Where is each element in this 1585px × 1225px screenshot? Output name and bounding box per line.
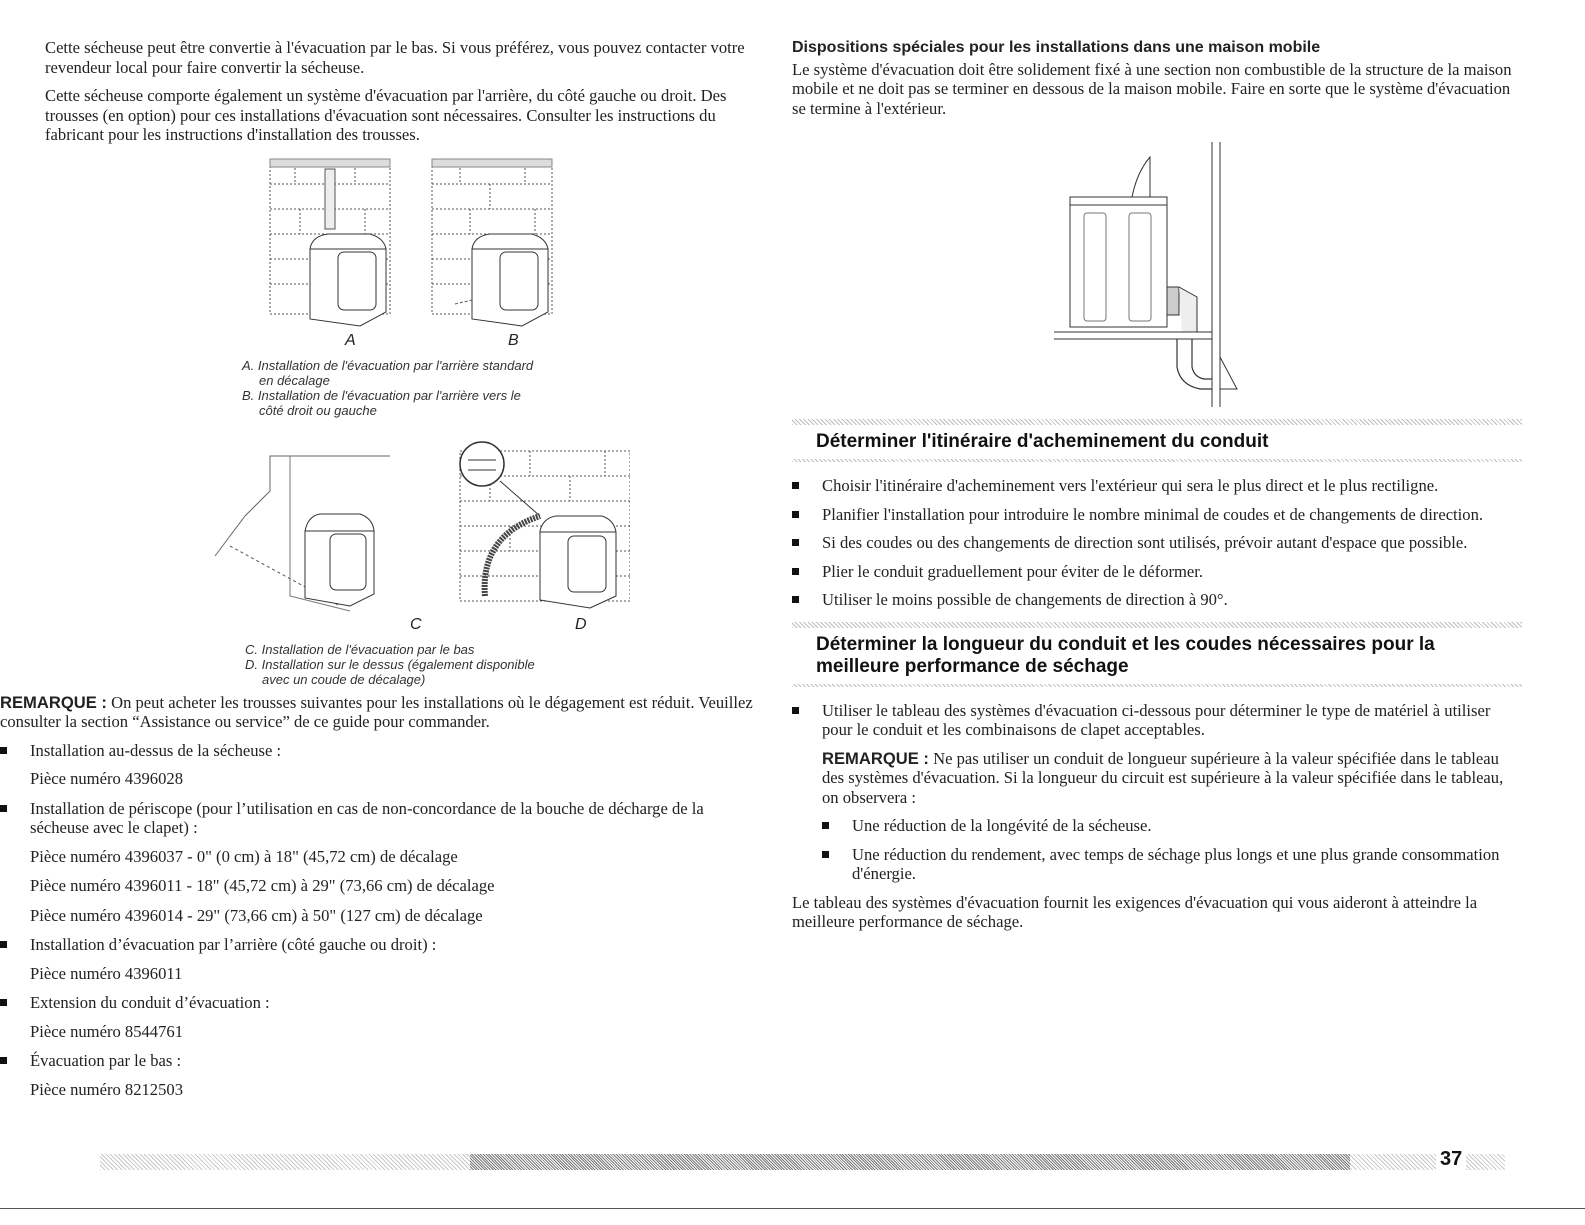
caption-a-line1: A. Installation de l'évacuation par l'arrière standard xyxy=(242,357,534,373)
route-bullet: Planifier l'installation pour introduire le nombre minimal de coudes et de changements de direction. xyxy=(792,505,1522,525)
closing-paragraph: Le tableau des systèmes d'évacuation fournit les exigences d'évacuation qui vous aideront à atteindre la meilleure performance de séchage. xyxy=(792,892,1478,931)
caption-b-line1: B. Installation de l'évacuation par l'arrière vers le xyxy=(242,387,521,403)
kit-part-number: Pièce numéro 4396014 - 29" (73,66 cm) à 50" (127 cm) de décalage xyxy=(30,905,483,925)
caption-d-line2: avec un coude de décalage) xyxy=(262,671,426,687)
left-column xyxy=(0,38,765,1109)
figure-rear-exhaust xyxy=(240,154,580,354)
right-column xyxy=(792,38,1522,941)
caption-b-line2: côté droit ou gauche xyxy=(259,402,377,418)
kit-item: Installation au-dessus de la sécheuse : xyxy=(0,741,765,761)
caption-c: C. Installation de l'évacuation par le bas xyxy=(245,641,475,657)
figure-caption-ab xyxy=(242,358,765,418)
dryer-illustration-ab xyxy=(240,154,580,344)
kit-part-number: Pièce numéro 4396011 xyxy=(30,963,183,983)
page-number: 37 xyxy=(1436,1148,1466,1171)
section-divider xyxy=(792,419,1522,425)
kit-item: Installation d’évacuation par l’arrière (côté gauche ou droit) : xyxy=(0,935,765,955)
footer-bar xyxy=(100,1154,1505,1170)
remarque-label: REMARQUE : xyxy=(0,692,107,712)
kit-item: Extension du conduit d’évacuation : xyxy=(0,993,765,1013)
length-remarque xyxy=(792,749,1522,808)
section-divider xyxy=(792,684,1522,687)
route-bullet: Utiliser le moins possible de changements de direction à 90°. xyxy=(792,590,1522,610)
route-bullet: Choisir l'itinéraire d'acheminement vers l'extérieur qui sera le plus direct et le plus rectiligne. xyxy=(792,476,1522,496)
kit-list xyxy=(0,741,765,1100)
kit-item: Évacuation par le bas : xyxy=(0,1051,765,1071)
mobile-home-title: Dispositions spéciales pour les installations dans une maison mobile xyxy=(792,39,1321,56)
page-bottom-rule xyxy=(0,1208,1585,1209)
section-title-route: Déterminer l'itinéraire d'acheminement du conduit xyxy=(816,431,1269,452)
intro-paragraph-1: Cette sécheuse peut être convertie à l'évacuation par le bas. Si vous préférez, vous pouvez contacter votre revendeur local pour faire convertir la sécheuse. xyxy=(45,38,745,77)
kit-part-number: Pièce numéro 4396028 xyxy=(30,769,183,788)
figure-label-b: B xyxy=(508,331,519,349)
kit-part-number: Pièce numéro 8544761 xyxy=(30,1021,183,1041)
consequence-bullet: Une réduction de la longévité de la sécheuse. xyxy=(822,816,1522,836)
route-bullet: Plier le conduit graduellement pour éviter de le déformer. xyxy=(792,562,1522,582)
intro-paragraph-2: Cette sécheuse comporte également un système d'évacuation par l'arrière, du côté gauche ou droit. Des trousses (en option) pour ces installations d'évacuation sont nécessaires. Consulter les instructions du fabricant pour les instructions d'installation des trousses. xyxy=(45,86,727,144)
remarque-paragraph xyxy=(0,693,765,732)
remarque-text: On peut acheter les trousses suivantes pour les installations où le dégagement est réduit. Veuillez consulter la section “Assistance ou service” de ce guide pour commander. xyxy=(0,692,753,731)
figure-bottom-top-exhaust xyxy=(210,436,630,636)
route-bullet: Si des coudes ou des changements de direction sont utilisés, prévoir autant d'espace que possible. xyxy=(792,533,1522,553)
consequence-bullet: Une réduction du rendement, avec temps de séchage plus longs et une plus grande consommation d'énergie. xyxy=(822,845,1522,884)
section-divider xyxy=(792,459,1522,462)
mobile-home-illustration xyxy=(792,127,1522,407)
kit-part-number: Pièce numéro 4396011 - 18" (45,72 cm) à 29" (73,66 cm) de décalage xyxy=(30,876,495,895)
caption-a-line2: en décalage xyxy=(259,372,330,388)
section-divider xyxy=(792,622,1522,628)
caption-d-line1: D. Installation sur le dessus (également disponible xyxy=(245,656,535,672)
mobile-home-text: Le système d'évacuation doit être solidement fixé à une section non combustible de la structure de la maison mobile et ne doit pas se terminer en dessous de la maison mobile. Faire en sorte que le système d'évacuation se termine à l'extérieur. xyxy=(792,59,1512,118)
length-remarque-label: REMARQUE : xyxy=(822,748,929,768)
kit-part-number: Pièce numéro 4396037 - 0" (0 cm) à 18" (45,72 cm) de décalage xyxy=(30,846,458,866)
figure-label-c: C xyxy=(410,615,422,633)
figure-caption-cd xyxy=(245,642,765,687)
kit-part-number: Pièce numéro 8212503 xyxy=(30,1079,183,1099)
dryer-illustration-cd xyxy=(210,436,630,626)
kit-item: Installation de périscope (pour l’utilisation en cas de non-concordance de la bouche de décharge de la sécheuse avec le clapet) : xyxy=(0,799,765,838)
figure-label-d: D xyxy=(575,615,587,633)
length-remarque-text: Ne pas utiliser un conduit de longueur supérieure à la valeur spécifiée dans le tableau des systèmes d'évacuation. Si la longueur du circuit est supérieure à la valeur spécifiée dans le tableau, on observera : xyxy=(822,748,1504,807)
consequence-list xyxy=(792,816,1522,884)
section-title-length: Déterminer la longueur du conduit et les coudes nécessaires pour la meilleure performance de séchage xyxy=(816,633,1435,677)
length-bullet: Utiliser le tableau des systèmes d'évacuation ci-dessous pour déterminer le type de matériel à utiliser pour le conduit et les combinaisons de clapet acceptables. xyxy=(792,701,1522,740)
figure-label-a: A xyxy=(345,331,356,349)
